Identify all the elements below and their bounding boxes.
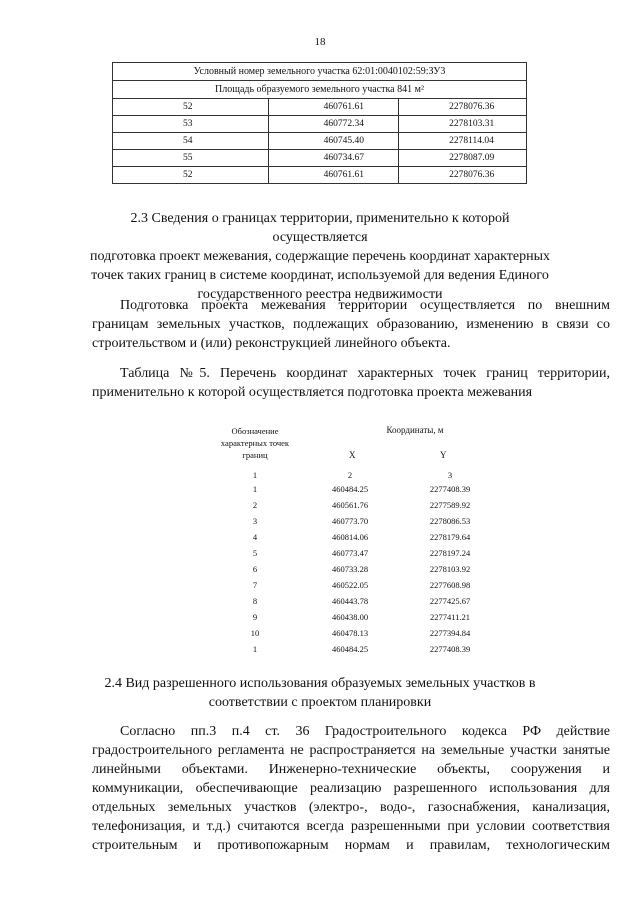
paragraph-line: Согласно пп.3 п.4 ст. 36 Градостроительного кодекса РФ действие xyxy=(120,724,610,739)
caption-line: Таблица №5. Перечень координат характерных точек границ территории, xyxy=(120,366,610,381)
point-cell: 5 xyxy=(252,548,258,558)
x-cell: 460745.40 xyxy=(268,133,399,150)
y-cell: 2278076.36 xyxy=(399,167,527,184)
point-cell: 1 xyxy=(252,484,258,494)
table-row xyxy=(113,99,527,116)
header-line: характерных точек xyxy=(220,438,290,448)
plot-number-cell: Условный номер земельного участка 62:01:0040102:59:ЗУ3 xyxy=(113,63,527,81)
table-area-row xyxy=(113,81,527,99)
point-cell: 1 xyxy=(252,644,258,654)
table-row xyxy=(200,516,520,531)
point-cell: 55 xyxy=(113,150,269,167)
plot-coordinates-table xyxy=(112,62,527,184)
y-cell: 2278103.31 xyxy=(399,116,527,133)
x-cell: 460484.25 xyxy=(331,484,369,494)
y-cell: 2278076.36 xyxy=(399,99,527,116)
point-cell: 9 xyxy=(252,612,258,622)
table-row xyxy=(113,116,527,133)
y-cell: 2277425.67 xyxy=(429,596,471,606)
point-cell: 52 xyxy=(113,99,269,116)
col-number: 1 xyxy=(252,470,258,480)
table-row xyxy=(200,580,520,595)
y-cell: 2277394.84 xyxy=(429,628,471,638)
coordinates-header: Координаты, м xyxy=(386,425,444,435)
point-cell: 2 xyxy=(252,500,258,510)
table-row xyxy=(200,532,520,547)
x-cell: 460443.78 xyxy=(331,596,369,606)
section-2-3-heading xyxy=(85,209,555,304)
heading-line: 2.4 Вид разрешенного использования образуемых земельных участков в xyxy=(104,676,536,691)
table-row xyxy=(200,564,520,579)
y-cell: 2278114.04 xyxy=(399,133,527,150)
heading-line: соответствии с проектом планировки xyxy=(208,695,432,710)
paragraph-line: отдельных земельных участков (электро-, водо-, газоснабжения, канализация, xyxy=(92,800,610,815)
point-cell: 53 xyxy=(113,116,269,133)
table-row xyxy=(200,628,520,643)
col-number: 3 xyxy=(447,470,453,480)
y-cell: 2278103.92 xyxy=(429,564,471,574)
point-cell: 8 xyxy=(252,596,258,606)
table-row xyxy=(113,133,527,150)
column-number-row xyxy=(200,470,520,485)
point-cell: 3 xyxy=(252,516,258,526)
table-row xyxy=(200,500,520,515)
table-row xyxy=(200,596,520,611)
x-cell: 460734.67 xyxy=(268,150,399,167)
x-cell: 460484.25 xyxy=(331,644,369,654)
y-cell: 2277408.39 xyxy=(429,484,471,494)
header-line: Обозначение xyxy=(231,426,279,436)
page-number: 18 xyxy=(314,36,326,48)
table-row xyxy=(200,548,520,563)
heading-line: подготовка проект межевания, содержащие перечень координат характерных xyxy=(89,249,551,264)
x-cell: 460761.61 xyxy=(268,99,399,116)
y-cell: 2278086.53 xyxy=(429,516,471,526)
point-designation-header xyxy=(200,425,310,461)
y-header: Y xyxy=(440,450,447,460)
x-cell: 460773.47 xyxy=(331,548,369,558)
paragraph-line: Подготовка проекта межевания территории осуществляется по внешним xyxy=(120,298,610,313)
y-cell: 2277408.39 xyxy=(429,644,471,654)
caption-line: применительно к которой осуществляется подготовка проекта межевания xyxy=(92,385,533,400)
heading-line: 2.3 Сведения о границах территории, применительно к которой осуществляется xyxy=(130,211,510,245)
paragraph-line: телефонизация, и т.д.) считаются всегда разрешенными при условии соответствия xyxy=(92,819,610,834)
y-cell: 2278179.64 xyxy=(429,532,471,542)
heading-line: государственного реестра недвижимости xyxy=(197,287,443,302)
x-cell: 460561.76 xyxy=(331,500,369,510)
point-cell: 10 xyxy=(250,628,260,638)
y-cell: 2278197.24 xyxy=(429,548,471,558)
paragraph-line: градостроительного регламента не распространяется на земельные участки занятые xyxy=(92,743,610,758)
y-cell: 2278087.09 xyxy=(399,150,527,167)
y-cell: 2277411.21 xyxy=(429,612,471,622)
col-number: 2 xyxy=(347,470,353,480)
point-cell: 52 xyxy=(113,167,269,184)
paragraph-permitted-use xyxy=(92,722,610,855)
table-row xyxy=(200,644,520,659)
point-cell: 6 xyxy=(252,564,258,574)
paragraph-line: линейными объектами. Инженерно-технические объекты, сооружения и xyxy=(92,762,610,777)
paragraph-line: строительным и противопожарным нормам и правилам, технологическим xyxy=(92,838,610,853)
heading-line: точек таких границ в системе координат, используемой для ведения Единого xyxy=(91,268,549,283)
table-row xyxy=(200,484,520,499)
x-cell: 460761.61 xyxy=(268,167,399,184)
header-line: границ xyxy=(242,450,268,460)
point-cell: 4 xyxy=(252,532,258,542)
paragraph-line: границам земельных участков, подлежащих образованию, изменению в связи со xyxy=(92,317,610,332)
table-row xyxy=(200,612,520,627)
section-2-4-heading xyxy=(85,674,555,712)
x-cell: 460733.28 xyxy=(331,564,369,574)
x-cell: 460478.13 xyxy=(331,628,369,638)
x-cell: 460522.05 xyxy=(331,580,369,590)
paragraph-line: коммуникации, обеспечивающие реализацию разрешенного использования для xyxy=(92,781,610,796)
point-cell: 7 xyxy=(252,580,258,590)
paragraph-line: строительством и (или) реконструкцией линейного объекта. xyxy=(92,336,451,351)
x-cell: 460438.00 xyxy=(331,612,369,622)
x-cell: 460772.34 xyxy=(268,116,399,133)
plot-area-cell: Площадь образуемого земельного участка 841 м² xyxy=(113,81,527,99)
x-cell: 460773.70 xyxy=(331,516,369,526)
y-cell: 2277608.98 xyxy=(429,580,471,590)
paragraph-boundaries xyxy=(92,296,610,353)
table-title-row xyxy=(113,63,527,81)
table-row xyxy=(113,150,527,167)
x-header: X xyxy=(349,450,356,460)
point-cell: 54 xyxy=(113,133,269,150)
y-cell: 2277589.92 xyxy=(429,500,471,510)
table-row xyxy=(113,167,527,184)
table5-caption xyxy=(92,364,610,402)
x-cell: 460814.06 xyxy=(331,532,369,542)
